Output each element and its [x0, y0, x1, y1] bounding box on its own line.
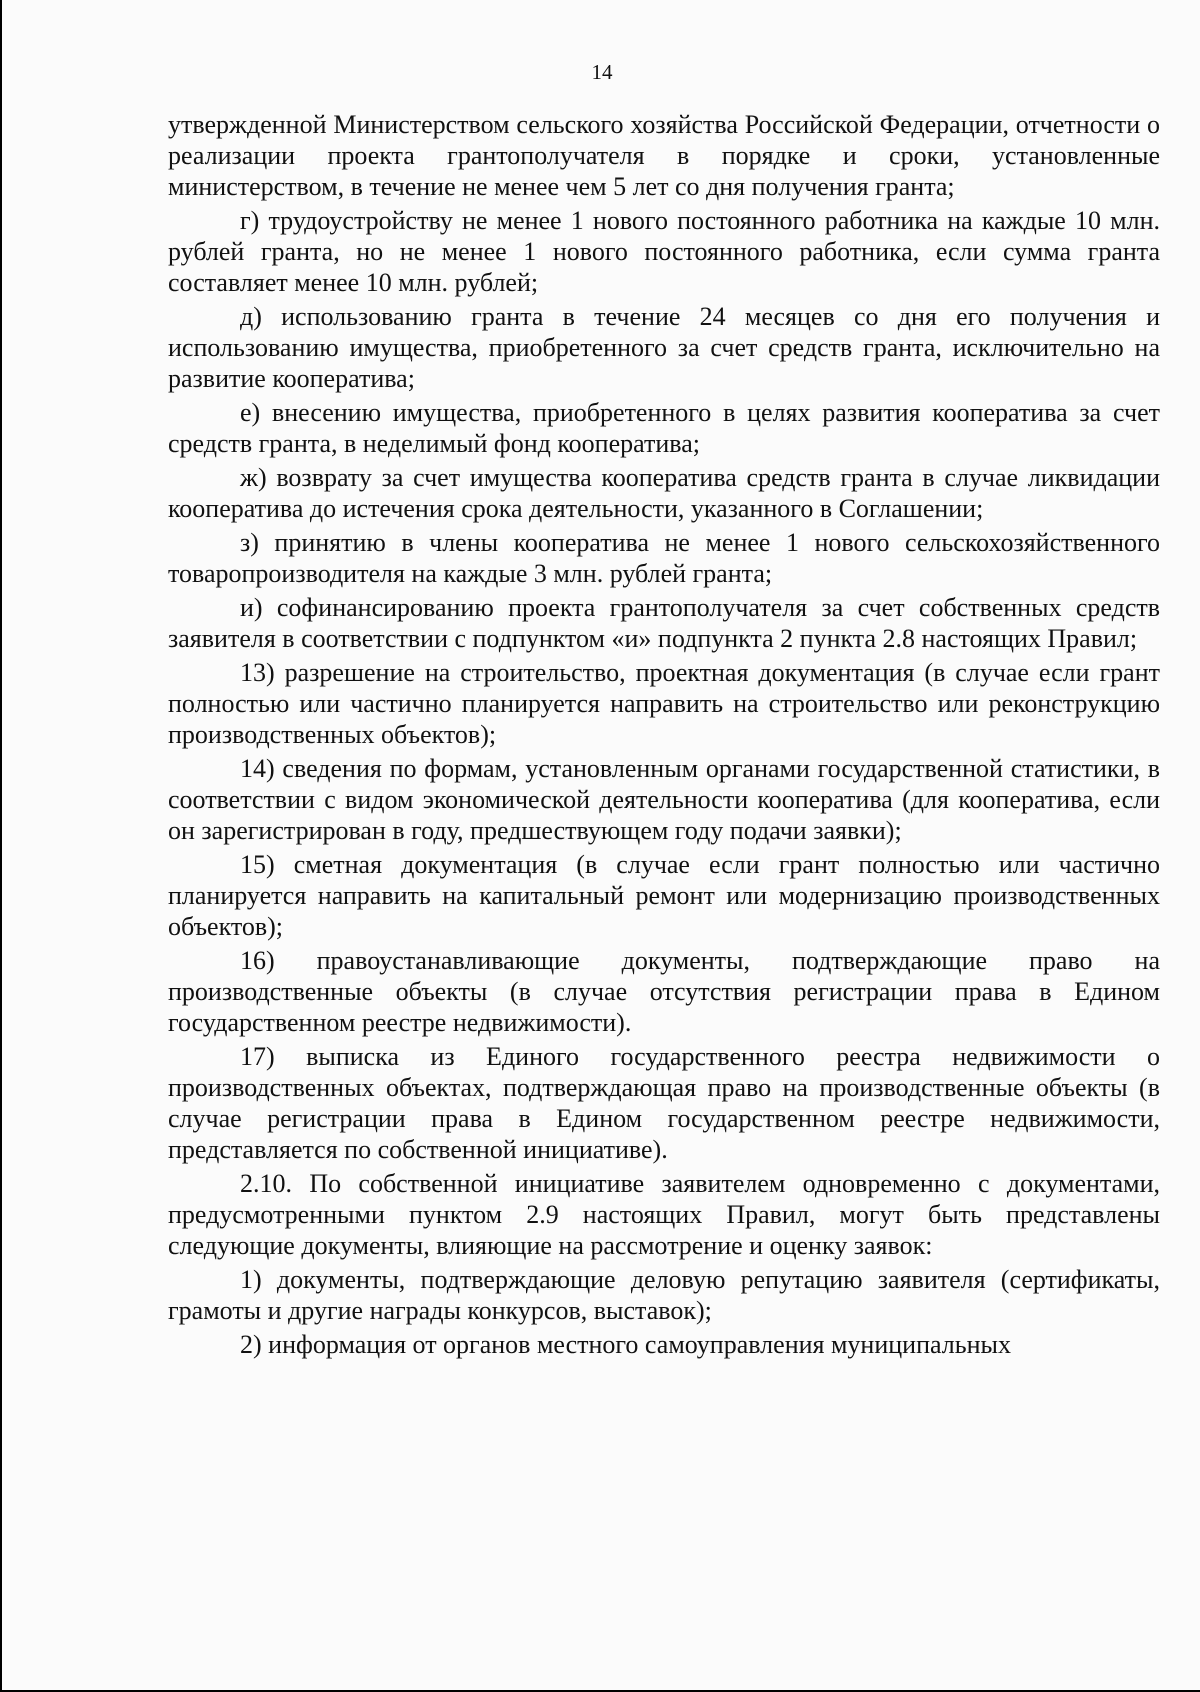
paragraph-item-1: 1) документы, подтверждающие деловую репутацию заявителя (сертификаты, грамоты и другие награды конкурсов, выставок); [168, 1265, 1160, 1325]
paragraph-item-i: и) софинансированию проекта грантополучателя за счет собственных средств заявителя в соответствии с подпунктом «и» подпункта 2 пункта 2.8 настоящих Правил; [168, 593, 1160, 653]
paragraph-item-d: д) использованию гранта в течение 24 месяцев со дня его получения и использованию имущества, приобретенного за счет средств гранта, исключительно на развитие кооператива; [168, 302, 1160, 393]
paragraph-item-15: 15) сметная документация (в случае если грант полностью или частично планируется направить на капитальный ремонт или модернизацию производственных объектов); [168, 850, 1160, 941]
paragraph-continuation: утвержденной Министерством сельского хозяйства Российской Федерации, отчетности о реализации проекта грантополучателя в порядке и сроки, установленные министерством, в течение не менее чем 5 лет со дня получения гранта; [168, 110, 1160, 201]
document-body [168, 109, 1160, 1363]
paragraph-item-13: 13) разрешение на строительство, проектная документация (в случае если грант полностью или частично планируется направить на строительство или реконструкцию производственных объектов); [168, 658, 1160, 749]
paragraph-item-zh: ж) возврату за счет имущества кооператива средств гранта в случае ликвидации кооператива до истечения срока деятельности, указанного в Соглашении; [168, 463, 1160, 523]
paragraph-section-2-10: 2.10. По собственной инициативе заявителем одновременно с документами, предусмотренными пунктом 2.9 настоящих Правил, могут быть представлены следующие документы, влияющие на рассмотрение и оценку заявок: [168, 1169, 1160, 1260]
page-number: 14 [591, 60, 613, 84]
paragraph-item-g: г) трудоустройству не менее 1 нового постоянного работника на каждые 10 млн. рублей гранта, но не менее 1 нового постоянного работника, если сумма гранта составляет менее 10 млн. рублей; [168, 206, 1160, 297]
paragraph-item-2: 2) информация от органов местного самоуправления муниципальных [240, 1330, 1011, 1359]
paragraph-item-16: 16) правоустанавливающие документы, подтверждающие право на производственные объекты (в случае отсутствия регистрации права в Едином государственном реестре недвижимости). [168, 946, 1160, 1037]
paragraph-item-17: 17) выписка из Единого государственного реестра недвижимости о производственных объектах, подтверждающая право на производственные объекты (в случае регистрации права в Едином государственном реестре недвижимости, представляется по собственной инициативе). [168, 1042, 1160, 1164]
paragraph-item-z: з) принятию в члены кооператива не менее 1 нового сельскохозяйственного товаропроизводителя на каждые 3 млн. рублей гранта; [168, 528, 1160, 588]
paragraph-item-14: 14) сведения по формам, установленным органами государственной статистики, в соответствии с видом экономической деятельности кооператива (для кооператива, если он зарегистрирован в году, предшествующем году подачи заявки); [168, 754, 1160, 845]
paragraph-item-e: е) внесению имущества, приобретенного в целях развития кооператива за счет средств гранта, в неделимый фонд кооператива; [168, 398, 1160, 458]
